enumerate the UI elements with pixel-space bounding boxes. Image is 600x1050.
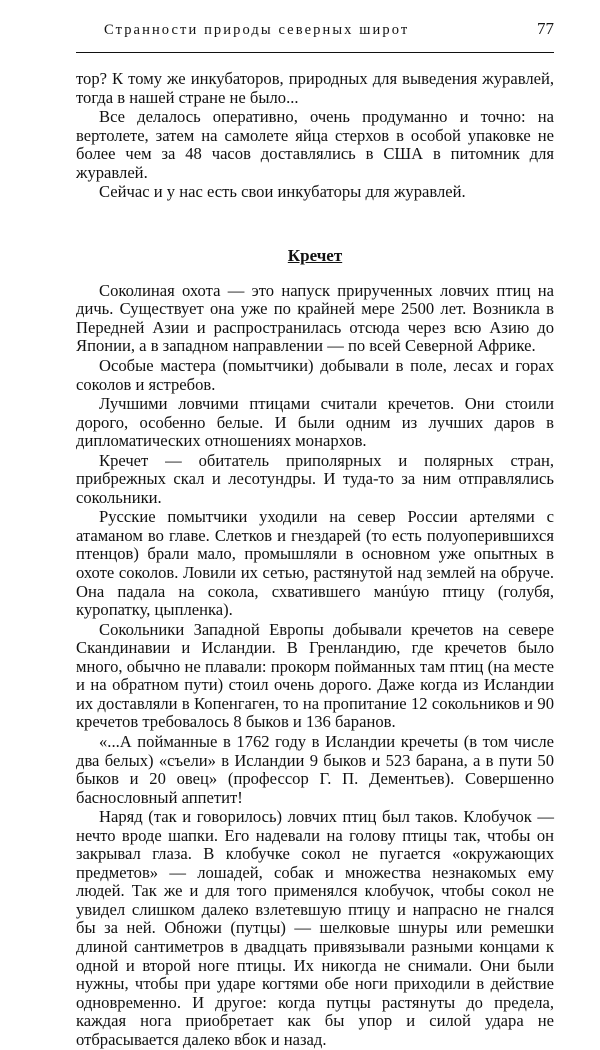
- intro-paragraph: тор? К тому же инкубаторов, природных для выведения журавлей, тогда в нашей стране не было...: [76, 69, 554, 107]
- page-body: [76, 70, 554, 1050]
- section-title: Кречет: [287, 245, 343, 265]
- section-paragraph: Русские помытчики уходили на север России артелями с атаманом во главе. Слетков и гнездарей (то есть полуоперившихся птенцов) брали мало, промышляли в основном уже опытных в охоте соколов. Ловили их сетью, растянутой над землей на обруче. Она падала на сокола, схватившего манúую птицу (голубя, куропатку, цыпленка).: [76, 507, 554, 620]
- section-paragraph: Кречет — обитатель приполярных и полярных стран, прибрежных скал и лесотундры. И туда-то за ним отправлялись сокольники.: [76, 450, 554, 507]
- running-head: Странности природы северных широт: [104, 22, 410, 38]
- page-header: [76, 18, 554, 44]
- section-paragraph: Соколиная охота — это напуск прирученных ловчих птиц на дичь. Существует она уже по крайней мере 2500 лет. Возникла в Передней Азии и распространилась отсюда через всю Азию до Японии, а в западном направлении — по всей Северной Африке.: [76, 280, 554, 356]
- section-paragraph: Сокольники Западной Европы добывали кречетов на севере Скандинавии и Исландии. В Гренландию, где кречетов было много, обычно не плавали: прокорм пойманных там птиц (на месте и на обратном пути) стоил очень дорого. Даже когда из Исландии их доставляли в Копенгаген, то на пропитание 12 сокольников и 90 кречетов требовалось 8 быков и 136 баранов.: [76, 619, 554, 732]
- section-title-row: [76, 246, 554, 282]
- intro-paragraph: Все делалось оперативно, очень продуманно и точно: на вертолете, затем на самолете яйца стерхов в особой упаковке не более чем за 48 часов доставлялись в США в питомник для журавлей.: [76, 107, 554, 182]
- page-number: 77: [537, 19, 554, 38]
- section-paragraph: Наряд (так и говорилось) ловчих птиц был таков. Клобучок — нечто вроде шапки. Его надевали на голову птицы так, чтобы он закрывал глаза. В клобучке сокол не пугается «окружающих предметов» — лошадей, собак и множества незнакомых ему людей. Так же и для того применялся клобучок, чтобы сокол не увидел слишком далеко взлетевшую птицу и напрасно не гнался бы за ней. Обножи (путцы) — шелковые шнуры или ремешки длиной сантиметров в двадцать привязывали разными концами к одной и второй ноге птицы. Их никогда не снимали. Они были нужны, чтобы при ударе когтями обе ноги приходили в действие одновременно. И другое: когда путцы растянуты до предела, каждая нога приобретает как бы упор и силой удара не отбрасывается далеко вбок и назад.: [76, 807, 554, 1049]
- header-rule: [76, 52, 554, 53]
- section-gap: [76, 203, 554, 246]
- section-paragraph: Лучшими ловчими птицами считали кречетов. Они стоили дорого, особенно белые. И были одним из лучших даров в дипломатических отношениях монархов.: [76, 394, 554, 451]
- section-paragraph: Особые мастера (помытчики) добывали в поле, лесах и горах соколов и ястребов.: [76, 356, 554, 394]
- intro-paragraph: Сейчас и у нас есть свои инкубаторы для журавлей.: [99, 182, 466, 202]
- section-paragraph: «...А пойманные в 1762 году в Исландии кречеты (в том числе два белых) «съели» в Исландии 9 быков и 523 барана, а в пути 50 быков и 20 овец» (профессор Г. П. Дементьев). Совершенно баснословный аппетит!: [76, 731, 554, 807]
